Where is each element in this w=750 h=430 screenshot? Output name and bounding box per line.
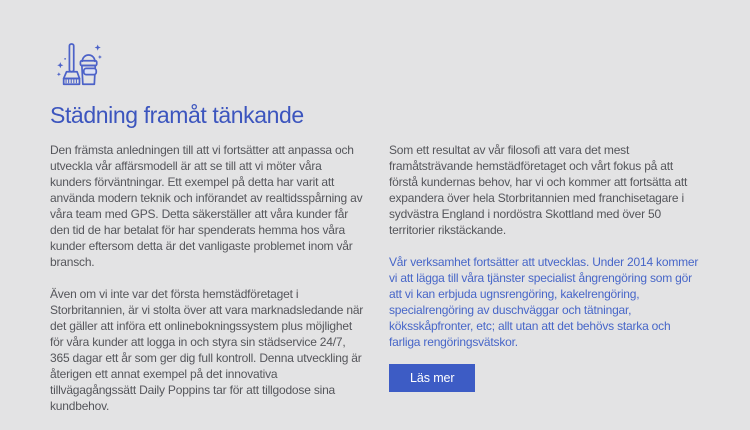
cleaning-icon [56,40,102,92]
right-column [389,142,704,430]
highlight-paragraph: Vår verksamhet fortsätter att utvecklas. Under 2014 kommer vi att lägga till våra tjänster specialist ångrengöring som gör att vi kan erbjuda ugnsrengöring, kakelrengöring, specialrengöring av duschväggar och tätningar, köksskåpfronter, etc; allt utan att det behövs starka och farliga rengöringsvätskor. [389,255,699,349]
left-paragraph-2: Även om vi inte var det första hemstädföretaget i Storbritannien, är vi stolta över att vara marknadsledande när det gäller att införa ett onlinebokningssystem plus möjlighet för våra kunder att logga in och styra sin städservice 24/7, 365 dagar ett år som ger dig full kontroll. Denna utveckling är återigen ett annat exempel på det innovativa tillvägagångssätt Daily Poppins tar för att tillgodose sina kundbehov. [50,287,364,413]
text-columns [50,142,705,430]
left-column [50,142,365,430]
left-paragraph-1: Den främsta anledningen till att vi fortsätter att anpassa och utveckla vår affärsmodell är att se till att vi möter våra kunders förväntningar. Ett exempel på detta har varit att använda modern teknik och införandet av realtidsspårning av våra team med GPS. Detta säkerställer att våra kunder får den tid de har betalat för har spenderats hemma hos våra kunder eftersom detta är det vanligaste problemet inom vår bransch. [50,143,363,269]
right-intro-paragraph: Som ett resultat av vår filosofi att vara det mest framåtsträvande hemstädföretaget och vårt fokus på att förstå kundernas behov, har vi och kommer att fortsätta att expandera över hela Storbritannien med franchisetagare i sydvästra England i nordöstra Skottland med över 50 territorier rikstäckande. [389,143,688,237]
read-more-button[interactable]: Läs mer [389,364,475,392]
page-title: Städning framåt tänkande [50,102,304,128]
